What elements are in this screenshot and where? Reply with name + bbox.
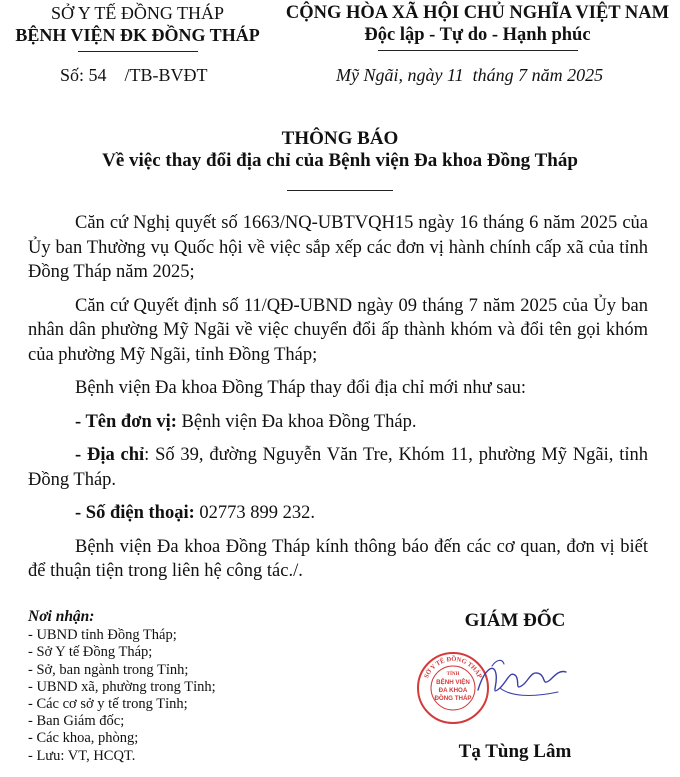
closing-paragraph: Bệnh viện Đa khoa Đồng Tháp kính thông báo đến các cơ quan, đơn vị biết để thuận tiện trong liên hệ công tác./. xyxy=(28,536,648,581)
header-left-divider xyxy=(78,51,198,52)
document-number-prefix: Số: 54 xyxy=(60,65,107,85)
announcement-intro: Bệnh viện Đa khoa Đồng Tháp thay đổi địa chỉ mới như sau: xyxy=(75,378,527,398)
unit-name-line xyxy=(28,410,648,435)
recipient-item: - UBND xã, phường trong Tỉnh; xyxy=(28,678,216,695)
motto: Độc lập - Tự do - Hạnh phúc xyxy=(364,25,591,45)
recipient-item: - Các khoa, phòng; xyxy=(28,730,139,747)
header-right-divider xyxy=(378,50,578,51)
recipient-item: - UBND tỉnh Đồng Tháp; xyxy=(28,627,177,644)
legal-basis-1: Căn cứ Nghị quyết số 1663/NQ-UBTVQH15 ngày 16 tháng 6 năm 2025 của Ủy ban Thường vụ Quốc hội về việc sắp xếp các đơn vị hành chính cấp xã của tỉnh Đồng Tháp năm 2025; xyxy=(28,213,648,282)
svg-text:SỞ Y TẾ ĐỒNG THÁP: SỞ Y TẾ ĐỒNG THÁP xyxy=(423,655,483,680)
svg-text:BỆNH VIỆN: BỆNH VIỆN xyxy=(436,679,470,686)
document-number xyxy=(60,65,208,86)
recipients xyxy=(28,608,328,765)
phone-value: 02773 899 232. xyxy=(194,503,316,523)
address-line xyxy=(28,443,648,492)
svg-text:ĐỒNG THÁP: ĐỒNG THÁP xyxy=(434,695,472,702)
recipient-item: - Lưu: VT, HCQT. xyxy=(28,747,136,764)
legal-basis-2: Căn cứ Quyết định số 11/QĐ-UBND ngày 09 tháng 7 năm 2025 của Ủy ban nhân dân phường Mỹ Ngãi về việc chuyển đổi ấp thành khóm và đổi tên gọi khóm của phường Mỹ Ngãi, tỉnh Đồng Tháp; xyxy=(28,295,648,365)
address-label: - Địa chỉ xyxy=(75,445,145,465)
parent-organization: SỞ Y TẾ ĐỒNG THÁP xyxy=(50,3,224,23)
recipient-item: - Các cơ sở y tế trong Tỉnh; xyxy=(28,696,188,713)
recipient-item: - Ban Giám đốc; xyxy=(28,713,125,730)
national-header xyxy=(280,2,675,51)
place-and-date: Mỹ Ngãi, ngày 11 tháng 7 năm 2025 xyxy=(336,65,604,85)
document-title: THÔNG BÁO xyxy=(281,128,399,149)
svg-text:TỈNH: TỈNH xyxy=(446,672,460,677)
svg-text:ĐA KHOA: ĐA KHOA xyxy=(438,687,468,694)
handwritten-signature xyxy=(470,652,580,708)
document-subtitle: Về việc thay đổi địa chỉ của Bệnh viện Đa khoa Đồng Tháp xyxy=(102,150,578,171)
national-title: CỘNG HÒA XÃ HỘI CHỦ NGHĨA VIỆT NAM xyxy=(285,3,670,23)
recipients-heading: Nơi nhận: xyxy=(28,608,95,625)
issuing-organization xyxy=(10,2,265,52)
signer-title: GIÁM ĐỐC xyxy=(464,610,566,631)
unit-name-label: - Tên đơn vị: xyxy=(75,411,177,432)
recipient-item: - Sở Y tế Đồng Tháp; xyxy=(28,644,153,661)
unit-name-value: Bệnh viện Đa khoa Đồng Tháp. xyxy=(176,411,417,432)
organization-name: BỆNH VIỆN ĐK ĐỒNG THÁP xyxy=(15,25,260,45)
document-number-suffix: /TB-BVĐT xyxy=(124,65,208,85)
title-divider xyxy=(287,190,393,191)
signer-name: Tạ Tùng Lâm xyxy=(458,741,572,762)
recipient-item: - Sở, ban ngành trong Tỉnh; xyxy=(28,661,189,678)
phone-label: - Số điện thoại: xyxy=(75,503,195,523)
phone-line xyxy=(28,501,648,526)
document-body xyxy=(28,211,648,584)
address-value: : Số 39, đường Nguyễn Văn Tre, Khóm 11, phường Mỹ Ngãi, tỉnh Đồng Tháp. xyxy=(28,445,648,490)
